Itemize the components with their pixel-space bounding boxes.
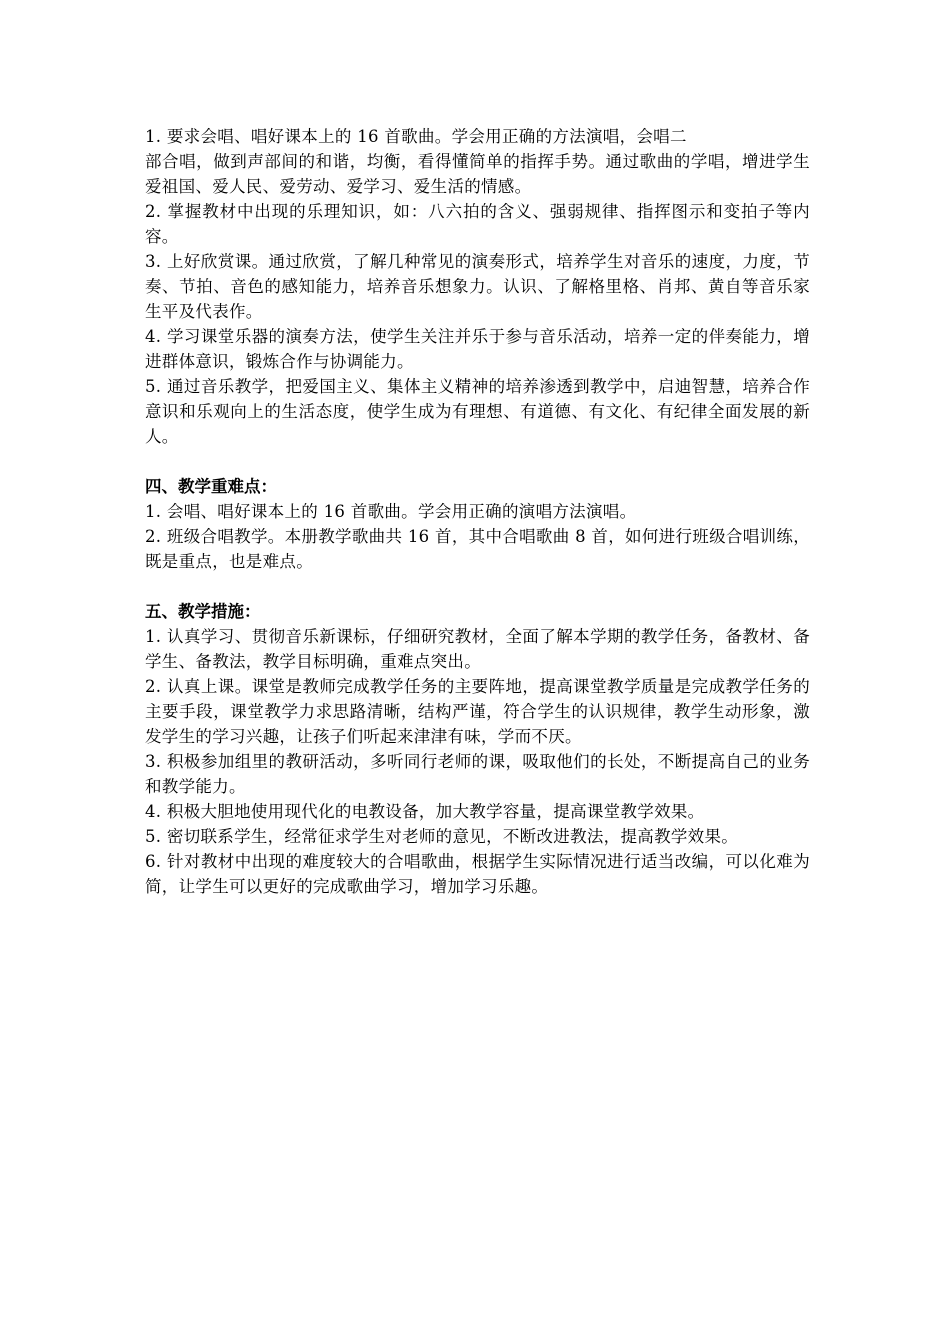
measure-item-1: 1. 认真学习、贯彻音乐新课标，仔细研究教材，全面了解本学期的教学任务，备教材、备学生、备教法，教学目标明确，重难点突出。	[145, 627, 810, 671]
goal-item-1b: 部合唱，做到声部间的和谐，均衡，看得懂简单的指挥手势。通过歌曲的学唱，增进学生爱祖国、爱人民、爱劳动、爱学习、爱生活的情感。	[145, 152, 810, 196]
measure-item-5: 5. 密切联系学生，经常征求学生对老师的意见，不断改进教法，提高教学效果。	[145, 827, 739, 846]
difficulty-item-1: 1. 会唱、唱好课本上的 16 首歌曲。学会用正确的演唱方法演唱。	[145, 502, 637, 521]
measure-item-6: 6. 针对教材中出现的难度较大的合唱歌曲，根据学生实际情况进行适当改编，可以化难为简，让学生可以更好的完成歌曲学习，增加学习乐趣。	[145, 852, 810, 896]
measures-heading: 五、教学措施：	[145, 602, 261, 621]
difficulties-heading: 四、教学重难点：	[145, 477, 277, 496]
measure-item-4: 4. 积极大胆地使用现代化的电教设备，加大教学容量，提高课堂教学效果。	[145, 802, 705, 821]
goal-item-1a: 1. 要求会唱、唱好课本上的 16 首歌曲。学会用正确的方法演唱，会唱二	[145, 127, 687, 146]
measures-section	[145, 599, 810, 899]
difficulty-item-2: 2. 班级合唱教学。本册教学歌曲共 16 首，其中合唱歌曲 8 首，如何进行班级合唱训练，既是重点，也是难点。	[145, 527, 810, 571]
document-page	[145, 124, 810, 899]
goal-item-3: 3. 上好欣赏课。通过欣赏，了解几种常见的演奏形式，培养学生对音乐的速度，力度，节奏、节拍、音色的感知能力，培养音乐想象力。认识、了解格里格、肖邦、黄自等音乐家生平及代表作。	[145, 252, 810, 321]
goal-item-4: 4. 学习课堂乐器的演奏方法，使学生关注并乐于参与音乐活动，培养一定的伴奏能力，增进群体意识，锻炼合作与协调能力。	[145, 327, 810, 371]
measure-item-2: 2. 认真上课。课堂是教师完成教学任务的主要阵地，提高课堂教学质量是完成教学任务的主要手段，课堂教学力求思路清晰，结构严谨，符合学生的认识规律，教学生动形象，激发学生的学习兴趣，让孩子们听起来津津有味，学而不厌。	[145, 677, 810, 746]
goal-item-5: 5. 通过音乐教学，把爱国主义、集体主义精神的培养渗透到教学中，启迪智慧，培养合作意识和乐观向上的生活态度，使学生成为有理想、有道德、有文化、有纪律全面发展的新人。	[145, 377, 810, 446]
measure-item-3: 3. 积极参加组里的教研活动，多听同行老师的课，吸取他们的长处，不断提高自己的业务和教学能力。	[145, 752, 810, 796]
difficulties-section	[145, 474, 810, 574]
goal-item-2: 2. 掌握教材中出现的乐理知识，如：八六拍的含义、强弱规律、指挥图示和变拍子等内容。	[145, 202, 810, 246]
section-spacer	[145, 449, 810, 474]
teaching-goals-section	[145, 124, 810, 449]
section-spacer	[145, 574, 810, 599]
